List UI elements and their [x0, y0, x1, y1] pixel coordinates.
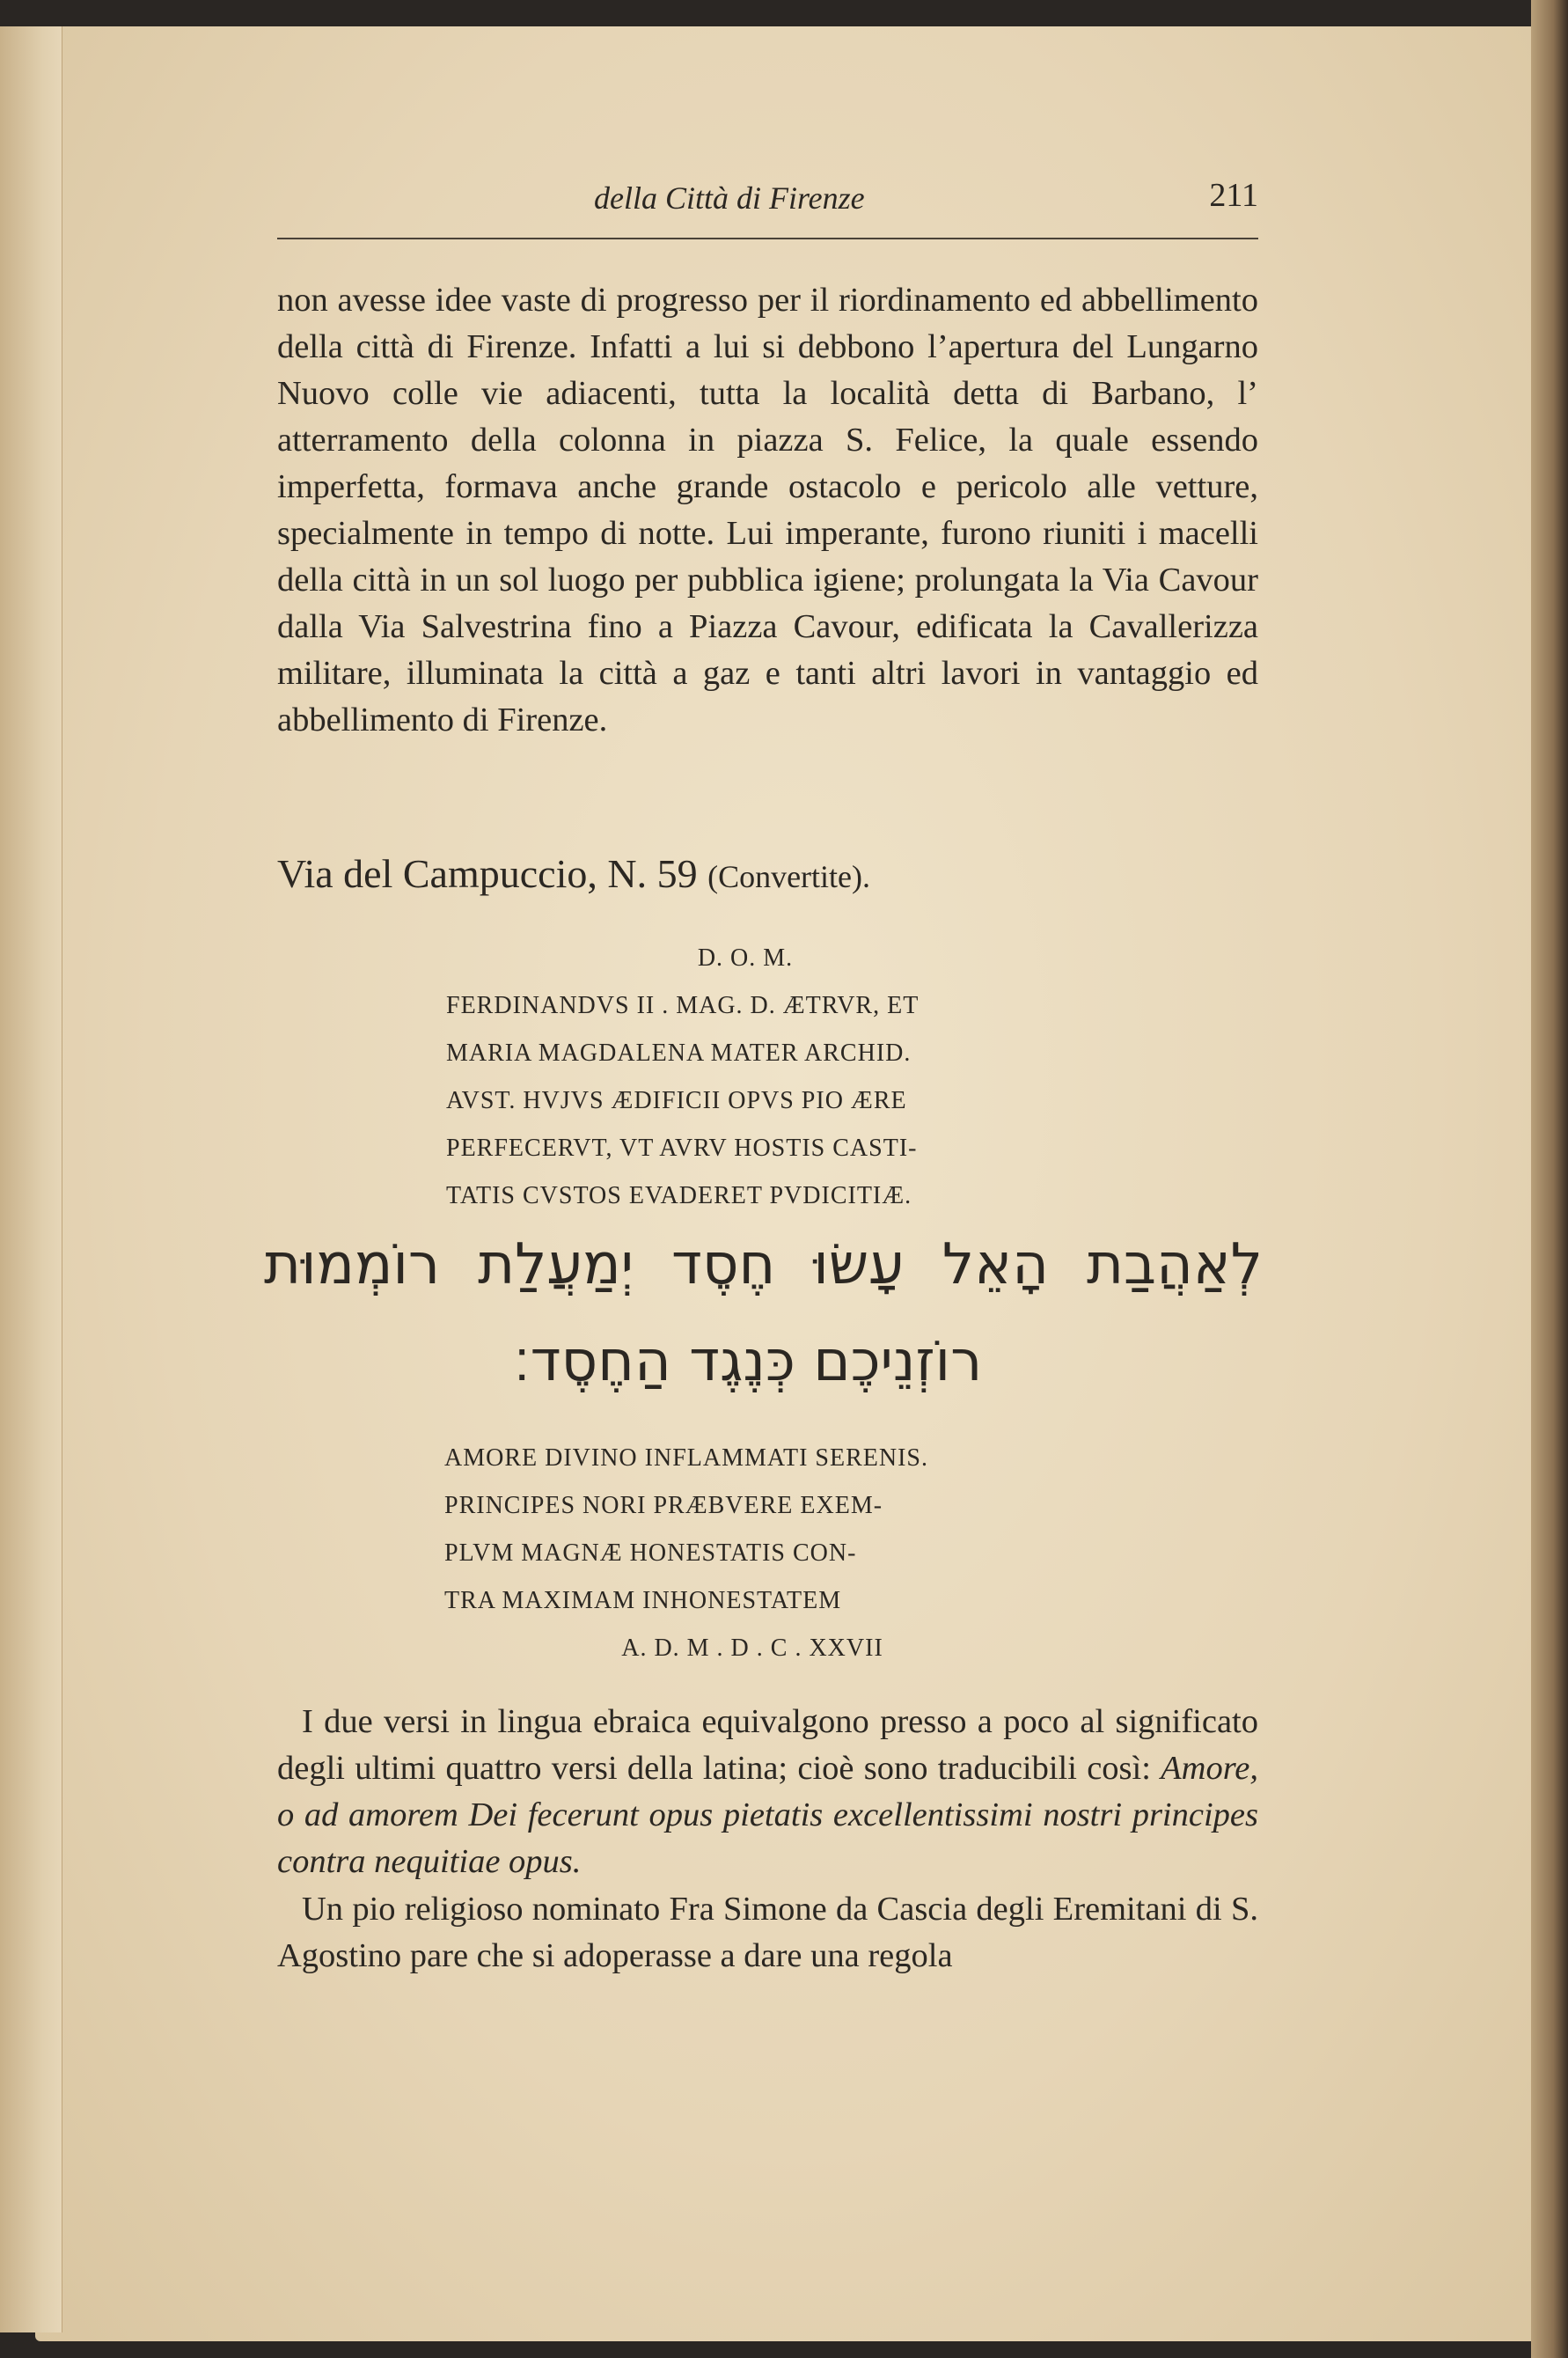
running-header: [277, 176, 1258, 239]
inscription-line: FERDINANDVS II . MAG. D. ÆTRVR, ET: [446, 992, 920, 1019]
page-number: 211: [1209, 177, 1258, 214]
inscription-date: A. D. M . D . C . XXVII: [621, 1634, 883, 1662]
section-heading: [277, 850, 1258, 897]
paragraph-2-text: I due versi in lingua ebraica equivalgono presso a poco al significato degli ultimi quattro versi della latina; cioè sono traducibili così:: [277, 1703, 1258, 1787]
hebrew-line-2: רוֹזְנֵיכֶם כְּנֶגֶד הַחֶסֶד׃: [513, 1329, 983, 1394]
inscription-line: PERFECERVT, VT AVRV HOSTIS CASTI-: [446, 1135, 918, 1162]
inscription-line: TATIS CVSTOS EVADERET PVDICITIÆ.: [446, 1182, 912, 1209]
running-title: della Città di Firenze: [594, 180, 865, 216]
latin-inscription-2: [444, 1435, 1060, 1672]
inscription-line: PLVM MAGNÆ HONESTATIS CON-: [444, 1539, 857, 1567]
paragraph-1: non avesse idee vaste di progresso per il riordinamento ed abbellimento della città di Firenze. Infatti a lui si debbono l’apertura del Lungarno Nuovo colle vie adiacenti, tutta la località detta di Barbano, l’ atterramento della colonna in piazza S. Felice, la quale essendo imperfetta, formava anche grande ostacolo e pericolo alle vetture, specialmente in tempo di notte. Lui imperante, furono riuniti i macelli della città in un sol luogo per pubblica igiene; prolungata la Via Cavour dalla Via Salvestrina fino a Piazza Cavour, edificata la Cavallerizza militare, illuminata la città a gaz e tanti altri lavori in vantaggio ed abbellimento di Firenze.: [277, 282, 1258, 738]
hebrew-line-1: לְאַהֲבַת הָאֵל עָשׂוּ חֶסֶד יְמַעֲלַת רוֹמְמוּת: [264, 1232, 1263, 1297]
inscription-line: PRINCIPES NORI PRÆBVERE EXEM-: [444, 1492, 883, 1519]
inscription-line: D. O. M.: [697, 944, 794, 972]
latin-inscription-1: [446, 935, 1044, 1220]
section-title: Via del Campuccio, N. 59: [277, 851, 698, 896]
inscription-line: AVST. HVJVS ÆDIFICII OPVS PIO ÆRE: [446, 1087, 907, 1114]
inscription-line: AMORE DIVINO INFLAMMATI SERENIS.: [444, 1444, 928, 1472]
section-subtitle: (Convertite).: [707, 859, 871, 894]
paragraph-2: [277, 1699, 1258, 1885]
paragraph-2-italic: Amore, o ad amorem Dei fecerunt opus pietatis excellentissimi nostri principes contra nequitiae opus.: [277, 1750, 1258, 1880]
paragraph-3: Un pio religioso nominato Fra Simone da Cascia degli Eremitani di S. Agostino pare che si adoperasse a dare una regola: [277, 1891, 1258, 1974]
inscription-line: MARIA MAGDALENA MATER ARCHID.: [446, 1039, 912, 1067]
inscription-line: TRA MAXIMAM INHONESTATEM: [444, 1587, 842, 1614]
